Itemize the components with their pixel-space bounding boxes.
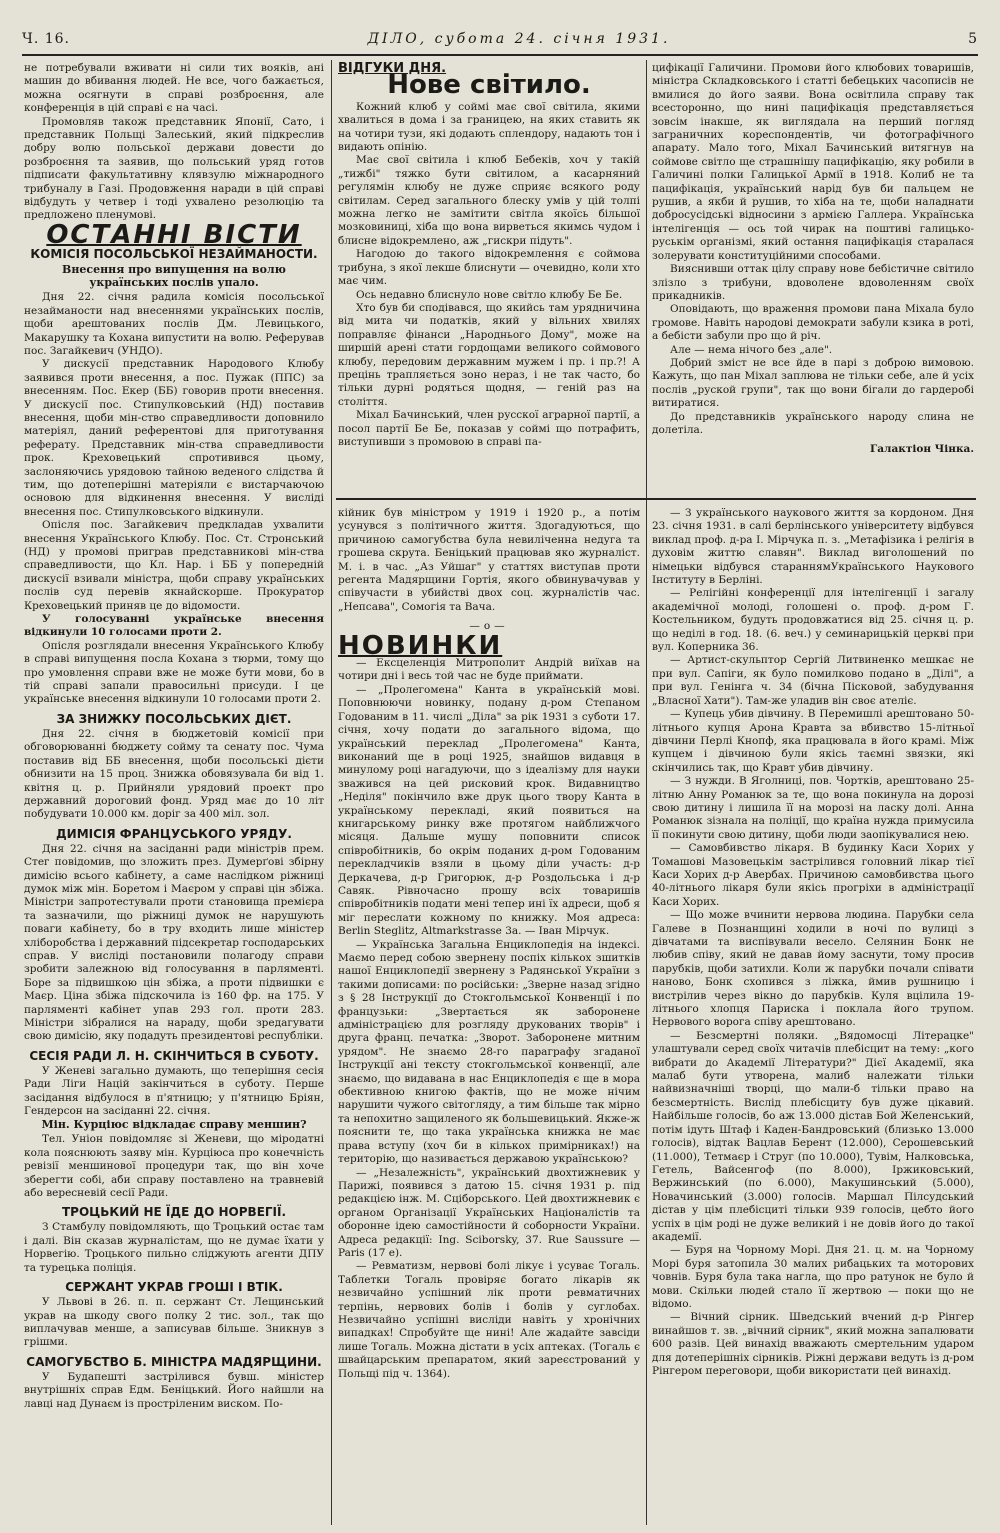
news-item: — З нужди. В Яголниці, пов. Чортків, арештовано 25-літню Анну Романюк за те, що вона покинула на дорозі свою дитину і лишила її на морозі на ласку долі. Анна Романюк зізнала на поліції, що країна нужда примусила її покинути свою дитину, щоби люди заопікувалися нею. xyxy=(652,775,974,841)
feuilleton-column-1 xyxy=(338,62,640,492)
news-item: — Буря на Чорному Морі. Дня 21. ц. м. на Чорному Морі буря затопила 30 малих рибацьких та моторових човнів. Буря була така нагла, що про ратунок не було й мови. Скільки людей стало її жертвою — поки що не відомо. xyxy=(652,1244,974,1310)
feuilleton-paragraph: Добрий зміст не все йде в парі з доброю вимовою. Кажуть, що пан Міхал заплюва не тільки себе, але й усіх послів „руской групи", так що вони бігали до гардеробі витиратися. xyxy=(652,356,974,410)
article-headline: ЗА ЗНИЖКУ ПОСОЛЬСЬКИХ ДІЄТ. xyxy=(56,711,292,726)
news-item: — Безсмертні поляки. „Вядомосці Літерацке" улаштували серед своїх читачів плебісцит на тему: „кого вибрати до Академії Літератури?" Дієї Академії, яка малаб бути утворена, малиб належати тільки найвизначніші творці, що мали-б тільки право на безсмертність. Вислід плебісциту був дуже цікавий. Найбільше голосів, бо аж 13.000 дістав Бой Желенський, потім ідуть Штаф і Каден-Бандровський (близько 13.000 голосів), відтак Вацлав Берент (12.000), Серошевський (11.000), Тетмаєр і Струг (по 10.000), Тувім, Налковська, Гетель, Вайсенгоф (по 8.000), Іржиковський, Вержинський (по 6.000), Макушинський (5.000), Новачинський (3.000) голосів. Маршал Пілсудський дістав у цім плебісциті тільки 939 голосів, цебто його успіх в цім роді не дуже великий і не довів його до такої академії. xyxy=(652,1029,974,1243)
feuilleton-paragraph: Ось недавно блиснуло нове світло клюбу Бе Бе. xyxy=(356,288,623,301)
news-item: — Вічний сірник. Шведський вчений д-р Рінгер винайшов т. зв. „вічний сірник", який можна запалювати 600 разів. Цей винахід вважають смертельним ударом для дотеперішніх сірників. Ріжні держави ведуть із д-ром Рінгером переговори, щоби використати цей винахід. xyxy=(652,1311,974,1377)
news-item: — Що може вчинити нервова людина. Парубки села Галеве в Познанщині ходили в ночі по вулиці з дівчатами та виспівували весело. Селянин Бонк не любив співу, який не давав йому заснути, тому просив парубків, щоби затихли. Коли ж парубки почали співати наново, Бонк схопився з ліжка, ймив рушницю і вистрілив через вікно до парубків. Куля вцілила 19-літнього хлопця Париска і поклала його трупом. Нервового ворога співу арештовано. xyxy=(652,909,974,1029)
news-item: — Самовбивство лікаря. В будинку Каси Хорих у Томашові Мазовецькім застрілився головний лікар тієї Каси Хорих д-р Авербах. Причиною самовбивства цього 40-літнього лікаря були якісь прогріхи в адміністрації Каси Хорих. xyxy=(652,842,974,908)
news-item: — Артист-скульптор Сергій Литвиненко мешкає не при вул. Сапіги, як було помилково подано в „Ділі", а при вул. Генінга ч. 34 (бічна Пісковой, забудування „Власної Хати"). Там-же уладив він своє ателіє. xyxy=(652,654,974,707)
article-paragraph: Дня 22. січня на засіданні ради міністрів прем. Стег повідомив, що зложить през. Думерґові збірну димісію всього кабінету, а саме наслідком ріжниці думок між мін. Боретом і Маєром у справі цін збіжа. Міністри запротестували проти становища премієра та зазначили, що ріжниці думок не нарушують поваги кабінету, бо в тру входить лише міністер хліборобства і державний підсекретар господарських справ. У висліді постановили полагоду справи зробити залежною від голосування в парляменті. Боре за підвишкою цін збіжа, а проти підвишки є Маєр. Ціна збіжа підскочила із 160 фр. на 175. У парляменті кабінет упав 293 гол. проти 283. Міністри зібралися на нараду, щоби зредагувати свою димісію, яку подадуть президентові республіки. xyxy=(24,842,324,1043)
article-paragraph: Дня 22. січня радила комісія посольської незайманости над внесеннями українських послів, щоби арештованих послів Дм. Левицького, Макарушку та Кохана випустити на волю. Реферував пос. Загайкевич (УНДО). xyxy=(24,291,324,357)
feuilleton-paragraph: Має свої світила і клюб Бебеків, хоч у такій „тижбі" тяжко бути світилом, а касарняний регулямін клюбу не дуже сприяє всякого роду світилам. Серед загального блеску умів у цій толпі можна легко не замітити світла якоїсь більшої мозковиниці, хіба що вона вирветься якимсь чудом і блисне відокремлено, аж „гискри підуть". xyxy=(338,154,640,247)
article-paragraph: Опісля розглядали внесення Українського Клюбу в справі випущення посла Кохана з тюрми, тому що про умовлення справи вже не може бути мови, бо в тій справі запали правосильні присуди. І це українське внесення відкинули 10 голосами проти 2. xyxy=(24,639,324,706)
news-column-1 xyxy=(338,507,640,1522)
article-headline: СЕРЖАНТ УКРАВ ГРОШІ І ВТІК. xyxy=(65,1280,283,1295)
news-item: — Ексцеленція Митрополит Андрій виїхав на чотири дні і весь той час не буде приймати. xyxy=(338,657,640,683)
column-rule-2 xyxy=(646,60,647,1525)
article-headline: СЕСІЯ РАДИ Л. Н. СКІНЧИТЬСЯ В СУБОТУ. xyxy=(29,1048,319,1063)
masthead-date: ДІЛО, субота 24. січня 1931. xyxy=(367,31,671,47)
article-paragraph: У голосуванні українське внесення відкинули 10 голосами проти 2. xyxy=(24,613,324,639)
article-headline: ТРОЦЬКИЙ НЕ ЇДЕ ДО НОРВЕГІЇ. xyxy=(61,1205,287,1220)
intro-paragraph: не потребували вживати ні сили тих вояків, ані машин до вбивання людей. Не все, чого бажається, можна осягнути в справі розброєння, але конференція в цій справі є на часі. xyxy=(24,62,324,115)
article-paragraph: Дня 22. січня в бюджетовій комісії при обговорюванні бюджету сойму та сенату пос. Чума поставив від ББ внесення, щоби посольські дієти обнизити на 15 проц. Знижка обовязувала би від 1. квітня ц. р. Прийняли урядовий проект про державний дороговий фонд. Уряд має до 10 літ побудувати 10.000 км. доріг за 400 міл. зол. xyxy=(24,727,324,821)
article-paragraph: Опісля пос. Загайкевич предкладав ухвалити внесення Українського Клюбу. Пос. Ст. Стронський (НД) у промові приграв представникові мін-ства справедливости, що Кл. Нар. і ББ у попередній дискусії взивали міністра, щоби справу українських послів суд перевів якнайскорше. Прокуратор Креховецький приняв це до відомости. xyxy=(24,519,324,612)
news-item: — Ревматизм, нервові болі лікує і усуває Тогаль. Таблетки Тогаль провіряє богато лікарів як незвичайно успішний лік проти ревматичних терпінь, нервових болів і болів у суглобах. Незвичайно успішні висліди навіть у хронічних випадках! Спробуйте ще нині! Але жадайте завсіди лише Тогаль. Можна дістати в усіх аптеках. (Тогаль є швайцарським препаратом, який зареєстрований у Польщі під ч. 1364). xyxy=(338,1260,640,1380)
news-item: — „Пролегомена" Канта в українській мові. Поповнюючи новинку, подану д-ром Степаном Годованим в 11. числі „Діла" за рік 1931 з суботи 17. січня, хочу подати до загального відома, що український переклад „Пролегомена" Канта, виконаний ще в році 1925, знайшов видавця в минулому році нагадуючи, що з ідеалізму для науки зважився на цей рисковий крок. Видавництво „Неділя" покінчило вже друк цього твору Канта в українському перекладі, який появиться на книгарському ринку вже протягом найближчого місяця. Дальше мушу поповнити список співробітників, бо окрім поданих д-ром Годованим перекладчиків взяли в цьому діли участь: д-р Деркачева, д-р Григорюк, д-р Роздольська і д-р Савяк. Рівночасно прошу всіх товаришів співробітників подати мені тепер ині їх адреси, щоб я міг переслати кожному по книжку. Моя адреса: Berlin Steglitz, Altmarkstrasse 3a. — Іван Мірчук. xyxy=(338,683,640,938)
feuilleton-paragraph: Вияснивши оттак цілу справу нове бебістичне світило злізло з трибуни, вдоволене вдоволенням своїх прикадників. xyxy=(652,263,974,302)
article-headline: ДИМІСІЯ ФРАНЦУСЬКОГО УРЯДУ. xyxy=(55,826,292,841)
news-item: — Релігійні конференції для інтелігенції і загалу академічної молоді, голошені о. проф. д-ром Г. Костельником, будуть продовжатися від 25. січня ц. р. що неділі в год. 18. (6. веч.) у семинарицькій церкві при вул. Коперника 36. xyxy=(652,587,974,654)
news-item: — „Незалежність", український двохтижневик у Парижі, появився з датою 15. січня 1931 р. під редакцією інж. М. Сціборського. Цей двохтижневик є органом Організації Українських Націоналістів та оборонне ідею самостійности й соборности України. Адреса редакції: Ing. Sciborsky, 37. Rue Saussure — Paris (17 e). xyxy=(338,1166,640,1259)
header-rule xyxy=(22,54,978,56)
section-title-news: НОВИНКИ xyxy=(338,630,503,661)
feuilleton-paragraph: Хто був би сподівався, що якийсь там урядничина від мита чи податків, який у вільних хвилях поправляє фінанси „Народнього Дому", може на ширшій арені стати гордощами великого соймового клюбу, передовим державним мужем і пр. і пр.?! А прецінь трапляється зоно нераз, і не так часто, бо тільки дурні родяться щодня, — геній раз на століття. xyxy=(338,301,640,408)
article-paragraph: У Женеві загально думають, що теперішня сесія Ради Ліги Націй закінчиться в суботу. Перше засідання відбулося в п'ятницю; у п'ятницю Бріян, Гендерсон на засіданні 22. січня. xyxy=(24,1064,324,1118)
intro-paragraph: Промовляв також представник Японії, Сато, і представник Польщі Залеський, який підкреслив добру волю польської держави довести до розброєння та заявив, що польський уряд готов підписати факультативну клявзулю міжнародного трибуналу в Газі. Продовження наради в цій справі відбудуть у четвер і тоді ухвалено резолюцію та предложено пленумові. xyxy=(24,115,324,222)
column-1 xyxy=(24,62,324,1522)
feuilleton-paragraph: Міхал Бачинський, член русскої аграрної партії, а посол партії Бе Бе, показав у соймі що потрафить, виступивши з промовою в справі па- xyxy=(338,409,640,448)
feuilleton-paragraph: цифікації Галичини. Промови його клюбових товаришів, міністра Складковського і статті бебецьких часописів не вмилися до його заяви. Вона освітлила справу так всесторонно, що нині пацифікація представляється зовсім інакше, як виглядала на перший погляд заграничних кореспондентів, чи фотографічного апарату. Мало того, Міхал Бачинський витягнув на соймове світло ще страшнішу пацифікацію, яку робили в Галичині полки Галицької Армії в 1918. Колиб не та пацифікація, український нарід був би пальцем не рушив, а якби й рушив, то хіба на те, щоби наладнати добросусідські відносини з армією Галлера. Українська інтелігенція — ось той чирак на поштиві галицько-руськім організмі, який остання пацифікація старалася золерувати конституційними способами. xyxy=(652,62,974,262)
article-headline: Мін. Курціюс відкладає справу меншин? xyxy=(41,1118,307,1132)
page-number-right: 5 xyxy=(968,31,978,47)
feuilleton-paragraph: Оповідають, що враження промови пана Міхала було громове. Навіть народові демократи забули кзика в роті, а бебісти забули про що й річ. xyxy=(652,303,974,343)
article-subheadline: Внесення про випущення на волю українських послів упало. xyxy=(62,263,286,290)
article-paragraph: У дискусії представник Народового Клюбу заявився проти внесення, а пос. Пужак (ППС) за внесенням. Пос. Екер (ББ) говорив проти внесення. У дискусії пос. Стипулковський (НД) поставив внесення, щоби мін-ство справедливости доповнило матеріял, даний референтові для приготування реферату. Представник мін-ства справедливости прок. Креховецький спротивився цьому, заслоняючись урядовою тайною веденого слідства й тим, що дотеперішні матеріяли є вистарчаючою основою для відкинення внесення. У висліді внесення пос. Стипулковського відкинули. xyxy=(24,358,324,518)
article-paragraph: У Львові в 26. п. п. сержант Ст. Лещинський украв на шкоду свого полку 2 тис. зол., так що виплачував менше, а записував більше. Зникнув з грішми. xyxy=(24,1296,324,1349)
feuilleton-column-2 xyxy=(652,62,974,492)
feuilleton-title: Нове світило. xyxy=(387,70,591,101)
news-item: — Купець убив дівчину. В Перемишлі арештовано 50-літнього купця Арона Кравта за вбивство 15-літньої дівчини Перлі Кнопф, яка працювала в його крамі. Між купцем і дівчиною були якісь таємні звязки, які скінчились так, що Кравт убив дівчину. xyxy=(652,708,974,774)
feuilleton-paragraph: Але — нема нічого без „але". xyxy=(670,343,833,356)
article-continuation: кійник був міністром у 1919 і 1920 р., а потім усунувся з політичного життя. Здогадуються, що причиною самогубства була невиліченна недуга та грошева скрута. Беніцький працював яко журналіст. М. і. в час. „Аз Уйшаг" у статтях виступав проти регента Мадярщини Гортія, якого обвинувачував у співучасти в убийстві двох соц. журналістів час. „Непсава", Сомогія та Вача. xyxy=(338,507,640,613)
news-column-2 xyxy=(652,507,974,1522)
feuilleton-rule xyxy=(336,498,976,500)
article-headline: САМОГУБСТВО Б. МІНІСТРА МАДЯРЩИНИ. xyxy=(26,1354,322,1369)
article-paragraph: З Стамбулу повідомляють, що Троцький остає там і далі. Він сказав журналістам, що не думає їхати у Норвегію. Троцького пильно сліджують агенти ДПУ та турецька поліція. xyxy=(24,1221,324,1274)
section-title-latest-news: ОСТАННІ ВІСТИ xyxy=(46,219,302,250)
page-number-left: Ч. 16. xyxy=(22,31,70,47)
feuilleton-paragraph: Нагодою до такого відокремлення є соймова трибуна, з якої лекше блиснути — очевидно, коли хто має чим. xyxy=(338,248,640,288)
section-divider: —о— xyxy=(469,620,509,633)
feuilleton-kicker: ВІДГУКИ ДНЯ. xyxy=(338,62,447,76)
feuilleton-signature: Галактіон Чінка. xyxy=(870,443,974,456)
news-item: — З українського наукового життя за кордоном. Дня 23. січня 1931. в салі берлінського університету відбувся виклад проф. д-ра І. Мірчука п. з. „Метафізика і релігія в духовім життю славян". Виклад виголошений по німецьки відбувся стараннямУкраїнського Наукового Інституту в Берліні. xyxy=(652,507,974,587)
article-headline: КОМІСІЯ ПОСОЛЬСЬКОЇ НЕЗАЙМАНОСТИ. xyxy=(30,247,318,262)
page-header xyxy=(22,26,978,52)
feuilleton-paragraph: Кожний клюб у соймі має свої світила, якими хвалиться в дома і за границею, на яких ставить як на чотири тузи, які додають сплендору, надають тон і видають опінію. xyxy=(338,100,640,154)
news-item: — Українська Загальна Енциклопедія на індексі. Маємо перед собою звернену поспіх кількох зшитків нашої Енциклопедії звернену з Радянської України з такими дописами: по російськи: „Зверне назад згідно з § 28 Інструкції до Стокгольмської Конвенції і по французьки: „Звертається як заборонене адміністрацією для розгляду друкованих творів" і друга франц. печатка: „Зворот. Заборонене митним урядом". Не знаємо 28-го параграфу згаданої Інструкції ані тексту стокгольмської конвенції, але знаємо, що видавана в нас Енциклопедія є ще в мора обективною книгою фактів, що не може нічим нарушити чужого світогляду, а тим більше так мірно та непохитно защиленого як большевицький. Якже-ж пояснити те, що така українська книжка не має права вступу (хоч би в кількох примірниках!) на територію, що називається державою українською? xyxy=(338,938,640,1166)
article-paragraph: У Будапешті застрілився бувш. міністер внутрішніх справ Едм. Беніцький. Його найшли на лавці над Дунаєм із простріленим виском. По- xyxy=(24,1370,324,1410)
feuilleton-paragraph: До представників українського народу слина не долетіла. xyxy=(652,410,974,436)
column-rule-1 xyxy=(331,60,332,1525)
article-paragraph: Тел. Уніон повідомляє зі Женеви, що міродатні кола пояснюють заяву мін. Курціюса про конечність ревізії меншинової процедури так, що він хоче зберегти собі, аби справу поставлено на травневій або вересневій сесії Ради. xyxy=(24,1133,324,1200)
